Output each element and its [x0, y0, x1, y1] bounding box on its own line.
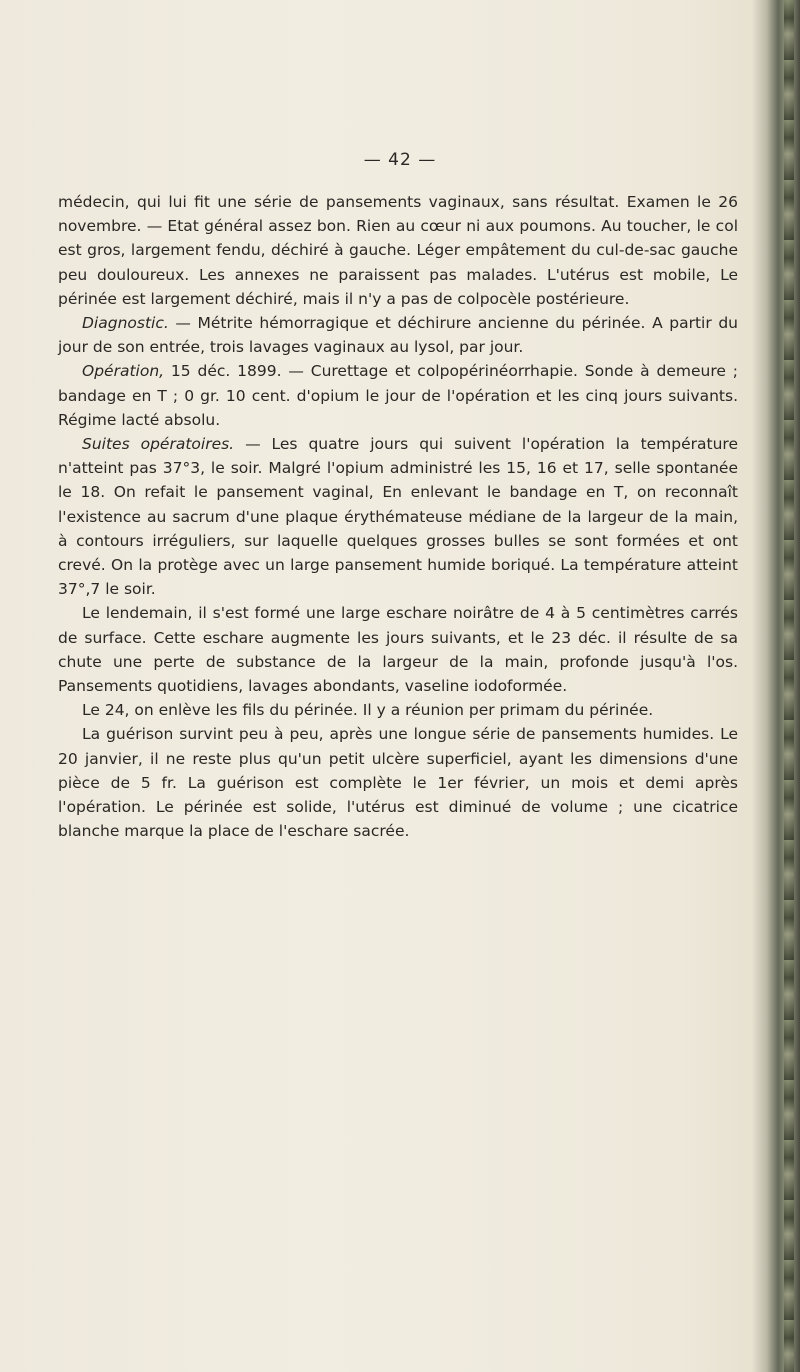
paragraph-text: 15 déc. 1899. — Curettage et colpopérinéorrhapie. Sonde à demeure ; bandage en T ; 0 gr. 10 cent. d'opium le jour de l'opération et les cinq jours suivants. Régime lacté absolu.	[58, 362, 738, 429]
paragraph-suites-operatoires	[58, 432, 738, 601]
page-binding-edge	[752, 0, 800, 1372]
paragraph-text: Le 24, on enlève les fils du périnée. Il y a réunion per primam du périnée.	[82, 701, 654, 720]
paragraph-text: Le lendemain, il s'est formé une large eschare noirâtre de 4 à 5 centimètres carrés de surface. Cette eschare augmente les jours suivants, et le 23 déc. il résulte de sa chute une perte de substance de la largeur de la main, profonde jusqu'à l'os. Pansements quotidiens, lavages abondants, vaseline iodoformée.	[58, 604, 738, 696]
paragraph-text: médecin, qui lui fit une série de pansements vaginaux, sans résultat. Examen le 26 novembre. — Etat général assez bon. Rien au cœur ni aux poumons. Au toucher, le col est gros, largement fendu, déchiré à gauche. Léger empâtement du cul-de-sac gauche peu douloureux. Les annexes ne paraissent pas malades. L'utérus est mobile, Le périnée est largement déchiré, mais il n'y a pas de colpocèle postérieure.	[58, 193, 738, 308]
paragraph-guerison	[58, 722, 738, 843]
binding-shadow	[784, 0, 794, 1372]
body-text	[58, 190, 738, 843]
paragraph-lendemain	[58, 601, 738, 698]
paragraph-text: — Métrite hémorragique et déchirure ancienne du périnée. A partir du jour de son entrée, trois lavages vaginaux au lysol, par jour.	[58, 314, 738, 357]
paragraph-diagnostic	[58, 311, 738, 359]
paragraph-lead: Suites opératoires.	[82, 435, 235, 454]
paragraph-operation	[58, 359, 738, 432]
paragraph-lead: Opération,	[82, 362, 165, 381]
paragraph-text: La guérison survint peu à peu, après une longue série de pansements humides. Le 20 janvier, il ne reste plus qu'un petit ulcère superficiel, ayant les dimensions d'une pièce de 5 fr. La guérison est complète le 1er février, un mois et demi après l'opération. Le périnée est solide, l'utérus est diminué de volume ; une cicatrice blanche marque la place de l'eschare sacrée.	[58, 725, 738, 841]
page-number: — 42 —	[363, 150, 437, 170]
paragraph-text: — Les quatre jours qui suivent l'opération la température n'atteint pas 37°3, le soir. Malgré l'opium administré les 15, 16 et 17, selle spontanée le 18. On refait le pansement vaginal, En enlevant le bandage en T, on reconnaît l'existence au sacrum d'une plaque érythémateuse médiane de la largeur de la main, à contours irréguliers, sur laquelle quelques grosses bulles se sont formées et ont crevé. On la protège avec un large pansement humide boriqué. La température atteint 37°,7 le soir.	[58, 435, 738, 599]
paragraph-examen	[58, 190, 738, 311]
paragraph-lead: Diagnostic.	[82, 314, 169, 333]
paragraph-fils	[58, 698, 738, 722]
